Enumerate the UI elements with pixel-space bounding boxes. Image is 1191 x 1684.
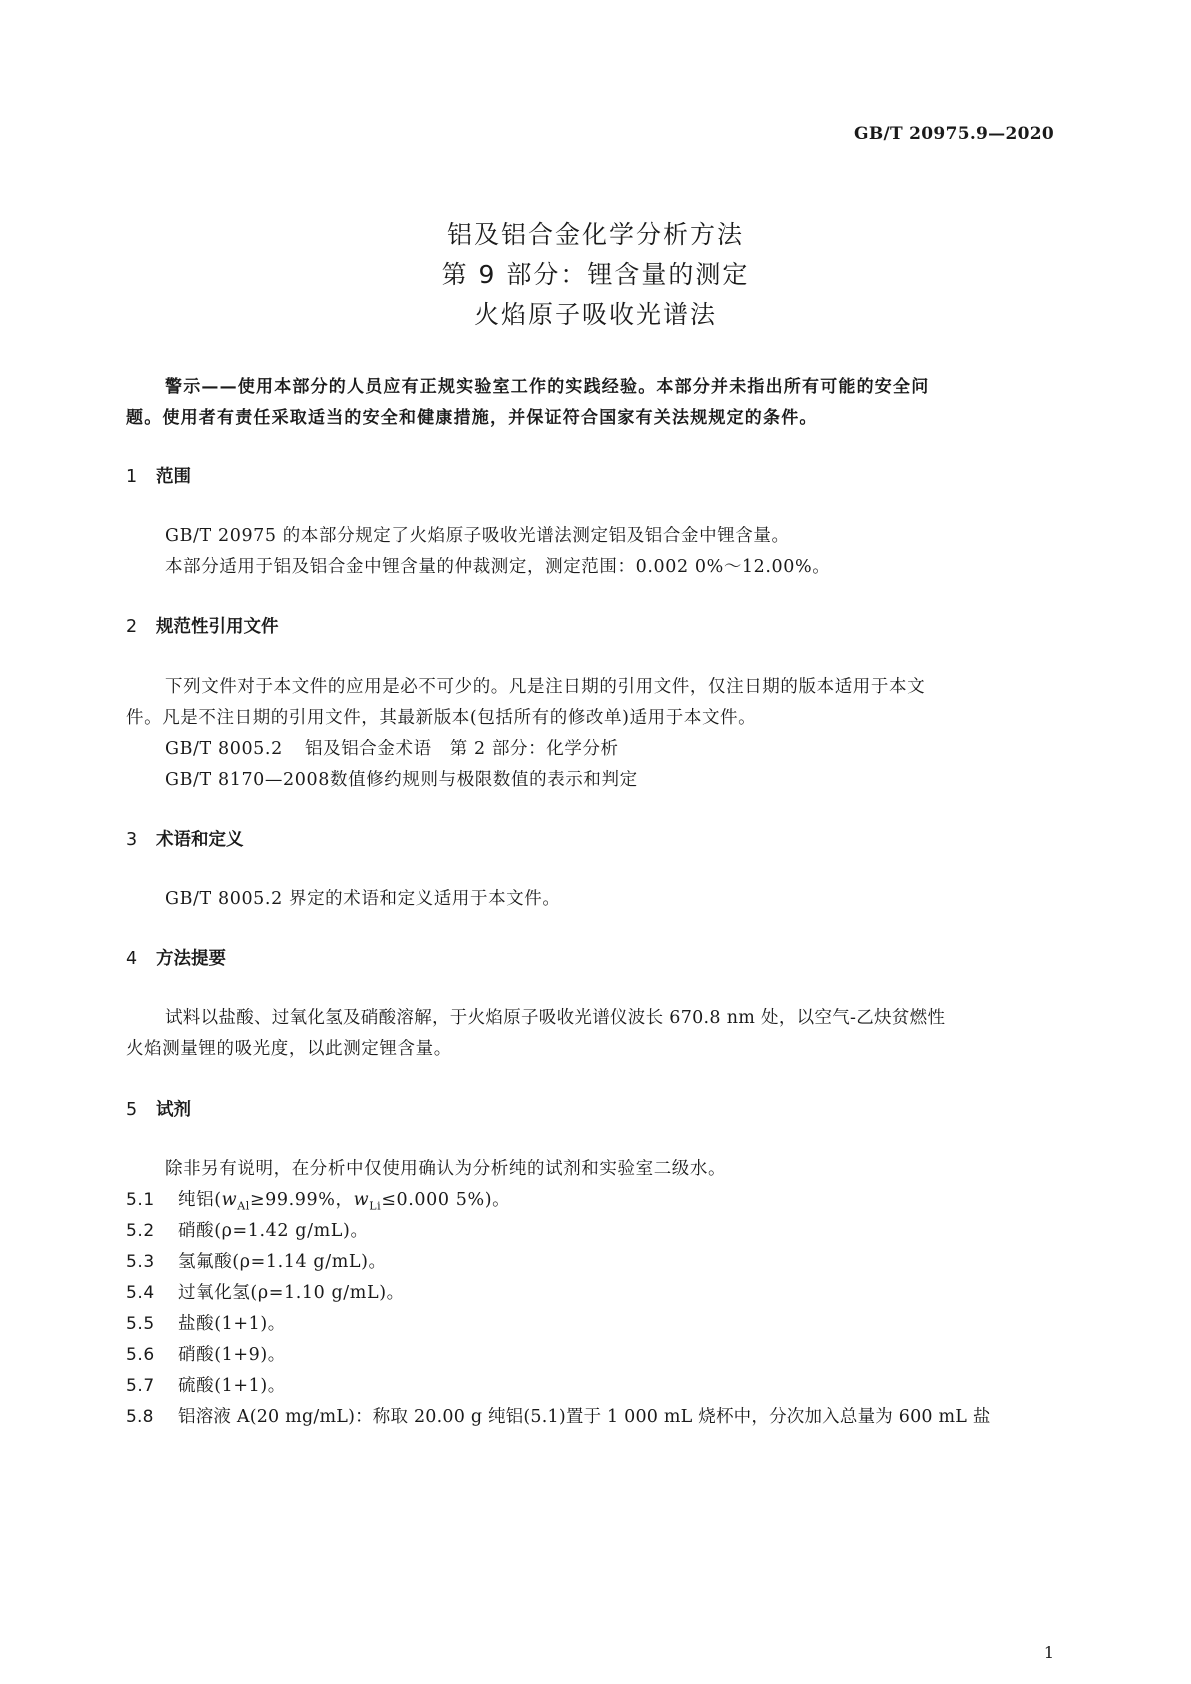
reagent-item [126,1248,387,1273]
reagent-text-middle: ≥99.99%， [249,1190,354,1210]
page-number: 1 [1043,1643,1054,1662]
reagent-text: 过氧化氢(ρ=1.10 g/mL)。 [178,1283,405,1303]
section-5-heading [126,1096,191,1121]
section-number: 2 [126,617,138,637]
normative-reference [165,766,638,791]
doc-title-line3: 火焰原子吸收光谱法 [473,300,717,329]
reference-title: 铝及铝合金术语 第 2 部分：化学分析 [305,739,619,759]
clause-number: 5.7 [126,1376,155,1396]
reagent-item [126,1372,286,1397]
section-1-paragraph-1: GB/T 20975 的本部分规定了火焰原子吸收光谱法测定铝及铝合金中锂含量。 [165,526,790,546]
reagent-text: 氢氟酸(ρ=1.14 g/mL)。 [178,1252,387,1272]
warning-line1: 警示——使用本部分的人员应有正规实验室工作的实践经验。本部分并未指出所有可能的安全问 [165,377,930,397]
clause-number: 5.8 [126,1407,154,1427]
section-title: 方法提要 [156,949,226,969]
clause-number: 5.2 [126,1221,155,1241]
reagent-item [126,1279,405,1304]
section-4-heading [126,945,226,970]
warning-line2: 题。使用者有责任采取适当的安全和健康措施，并保证符合国家有关法规规定的条件。 [126,408,818,428]
section-title: 规范性引用文件 [156,617,279,637]
reagent-item [126,1341,286,1366]
section-title: 范围 [156,467,191,487]
clause-number: 5.1 [126,1190,155,1210]
reagent-item [126,1310,286,1335]
subscript-li: Li [369,1199,382,1213]
reagent-item [126,1186,510,1213]
normative-reference [165,735,619,760]
section-number: 5 [126,1100,138,1120]
section-3-heading [126,826,244,851]
clause-number: 5.6 [126,1345,155,1365]
reagent-text-prefix: 纯铝( [178,1190,222,1210]
section-1-heading [126,463,191,488]
section-1-paragraph-2: 本部分适用于铝及铝合金中锂含量的仲裁测定，测定范围：0.002 0%～12.00%。 [165,557,831,577]
reference-code: GB/T 8005.2 [165,739,283,759]
clause-number: 5.5 [126,1314,155,1334]
section-title: 术语和定义 [156,830,244,850]
reagent-text: 盐酸(1+1)。 [178,1314,286,1334]
doc-title-line1: 铝及铝合金化学分析方法 [446,220,744,249]
reagent-item [126,1403,991,1428]
section-5-intro: 除非另有说明，在分析中仅使用确认为分析纯的试剂和实验室二级水。 [165,1159,727,1179]
clause-number: 5.3 [126,1252,155,1272]
reagent-item [126,1217,369,1242]
reagent-text: 硝酸(1+9)。 [178,1345,286,1365]
section-number: 4 [126,949,138,969]
clause-number: 5.4 [126,1283,155,1303]
mass-fraction-symbol: w [353,1190,370,1210]
section-2-paragraph-line2: 件。凡是不注日期的引用文件，其最新版本(包括所有的修改单)适用于本文件。 [126,708,757,728]
section-4-paragraph-line1: 试料以盐酸、过氧化氢及硝酸溶解，于火焰原子吸收光谱仪波长 670.8 nm 处，以空气-乙炔贫燃性 [165,1008,946,1028]
section-4-paragraph-line2: 火焰测量锂的吸光度，以此测定锂含量。 [126,1039,452,1059]
reagent-text-suffix: ≤0.000 5%)。 [381,1190,511,1210]
section-2-paragraph-line1: 下列文件对于本文件的应用是必不可少的。凡是注日期的引用文件，仅注日期的版本适用于本文 [165,677,926,697]
reference-title: 数值修约规则与极限数值的表示和判定 [330,770,638,790]
reagent-text: 铝溶液 A(20 mg/mL)：称取 20.00 g 纯铝(5.1)置于 1 000 mL 烧杯中，分次加入总量为 600 mL 盐 [178,1407,991,1427]
standard-number: GB/T 20975.9—2020 [854,124,1054,144]
reagent-text: 硫酸(1+1)。 [178,1376,286,1396]
doc-title-line2: 第 9 部分：锂含量的测定 [441,260,750,289]
subscript-al: Al [237,1199,250,1213]
mass-fraction-symbol: w [221,1190,238,1210]
section-number: 3 [126,830,138,850]
section-title: 试剂 [156,1100,191,1120]
reference-code: GB/T 8170—2008 [165,770,330,790]
reagent-text: 硝酸(ρ=1.42 g/mL)。 [178,1221,369,1241]
section-2-heading [126,613,279,638]
section-3-paragraph: GB/T 8005.2 界定的术语和定义适用于本文件。 [165,889,561,909]
section-number: 1 [126,467,138,487]
